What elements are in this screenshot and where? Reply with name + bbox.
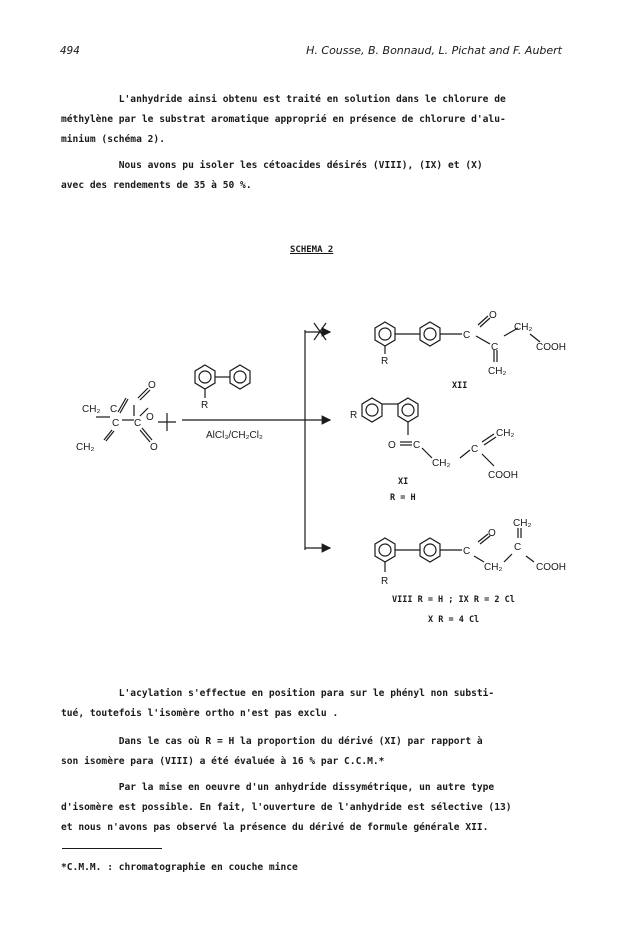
reagent-label: AlCl₃/CH₂Cl₂ bbox=[206, 430, 263, 441]
paragraph-line: minium (schéma 2). bbox=[61, 134, 165, 145]
ch2-group: CH₂ bbox=[513, 518, 532, 529]
page-number: 494 bbox=[60, 44, 80, 57]
ch2-group: CH₂ bbox=[82, 404, 101, 415]
carbon-atom: C bbox=[471, 444, 479, 455]
oxygen-atom: O bbox=[489, 310, 497, 321]
cooh-group: COOH bbox=[536, 562, 566, 573]
ch2-group: CH₂ bbox=[496, 428, 515, 439]
carbon-atom: C bbox=[413, 440, 421, 451]
compound-label-xi: XI bbox=[398, 477, 409, 487]
paragraph-line: méthylène par le substrat aromatique approprié en présence de chlorure d'alu- bbox=[61, 114, 506, 125]
ch2-group: CH₂ bbox=[484, 562, 503, 573]
oxygen-atom: O bbox=[150, 442, 158, 453]
substituent-r: R bbox=[201, 400, 209, 411]
carbon-atom: C bbox=[134, 418, 142, 429]
paragraph-line: Dans le cas où R = H la proportion du dérivé (XI) par rapport à bbox=[61, 736, 483, 747]
carbon-atom: C bbox=[514, 542, 522, 553]
cooh-group: COOH bbox=[488, 470, 518, 481]
ch2-group: CH₂ bbox=[488, 366, 507, 377]
substituent-r: R bbox=[381, 356, 389, 367]
paragraph-line: tué, toutefois l'isomère ortho n'est pas exclu . bbox=[61, 708, 339, 719]
compound-label-xii: XII bbox=[452, 381, 468, 391]
paragraph-line: et nous n'avons pas observé la présence du dérivé de formule générale XII. bbox=[61, 822, 489, 833]
compound-label-viii-ix: VIII R = H ; IX R = 2 Cl bbox=[392, 595, 515, 605]
paragraph-line: son isomère para (VIII) a été évaluée à 16 % par C.C.M.* bbox=[61, 756, 385, 767]
oxygen-atom: O bbox=[388, 440, 396, 451]
carbon-atom: C bbox=[112, 418, 120, 429]
carbon-atom: C bbox=[110, 404, 118, 415]
ch2-group: CH₂ bbox=[76, 442, 95, 453]
paragraph-line: Par la mise en oeuvre d'un anhydride dissymétrique, un autre type bbox=[61, 782, 495, 793]
paragraph-line: avec des rendements de 35 à 50 %. bbox=[61, 180, 252, 191]
oxygen-atom: O bbox=[148, 380, 156, 391]
substituent-r: R bbox=[350, 410, 358, 421]
paragraph-line: Nous avons pu isoler les cétoacides désirés (VIII), (IX) et (X) bbox=[61, 160, 483, 171]
substituent-r: R bbox=[381, 576, 389, 587]
paragraph-line: d'isomère est possible. En fait, l'ouverture de l'anhydride est sélective (13) bbox=[61, 802, 512, 813]
scheme-title: SCHEMA 2 bbox=[290, 245, 334, 255]
paragraph-line: L'acylation s'effectue en position para sur le phényl non substi- bbox=[61, 688, 495, 699]
reaction-scheme bbox=[0, 270, 624, 640]
compound-condition-xi: R = H bbox=[390, 493, 416, 503]
carbon-atom: C bbox=[491, 342, 499, 353]
running-header-authors: H. Cousse, B. Bonnaud, L. Pichat and F. Aubert bbox=[306, 44, 562, 57]
oxygen-atom: O bbox=[146, 412, 154, 423]
carbon-atom: C bbox=[463, 330, 471, 341]
ch2-group: CH₂ bbox=[432, 458, 451, 469]
footnote-separator bbox=[62, 848, 162, 849]
footnote: *C.M.M. : chromatographie en couche mince bbox=[61, 862, 298, 873]
ch2-group: CH₂ bbox=[514, 322, 533, 333]
cooh-group: COOH bbox=[536, 342, 566, 353]
oxygen-atom: O bbox=[488, 528, 496, 539]
paragraph-line: L'anhydride ainsi obtenu est traité en solution dans le chlorure de bbox=[61, 94, 506, 105]
compound-label-x: X R = 4 Cl bbox=[428, 615, 480, 625]
carbon-atom: C bbox=[463, 546, 471, 557]
